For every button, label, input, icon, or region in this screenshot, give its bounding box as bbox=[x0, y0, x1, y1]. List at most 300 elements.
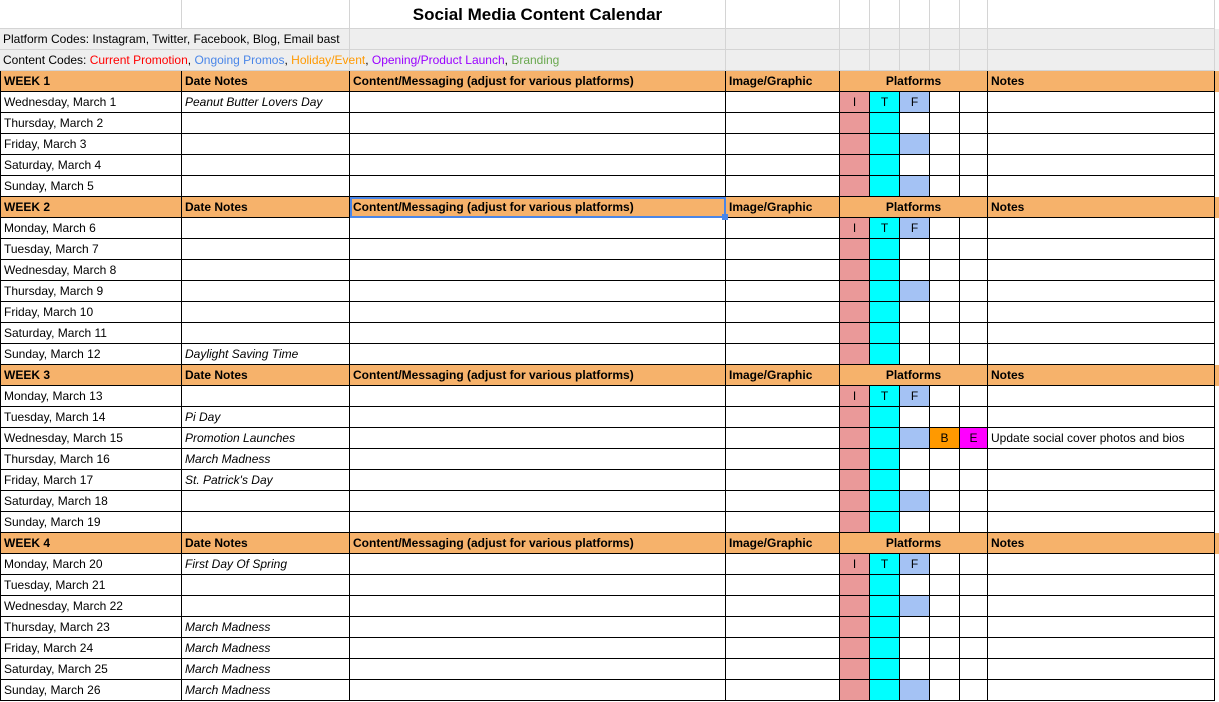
facebook-cell[interactable] bbox=[900, 113, 930, 134]
notes-cell[interactable] bbox=[988, 659, 1215, 680]
date-notes-header[interactable]: Date Notes bbox=[182, 365, 350, 386]
blog-cell[interactable] bbox=[930, 512, 960, 533]
email-cell[interactable] bbox=[960, 638, 988, 659]
blog-cell[interactable] bbox=[930, 281, 960, 302]
email-cell[interactable] bbox=[960, 218, 988, 239]
content-cell[interactable] bbox=[350, 449, 726, 470]
email-cell[interactable] bbox=[960, 680, 988, 701]
twitter-cell[interactable] bbox=[870, 638, 900, 659]
image-header[interactable]: Image/Graphic bbox=[726, 71, 840, 92]
date-cell[interactable]: Monday, March 20 bbox=[0, 554, 182, 575]
instagram-cell[interactable] bbox=[840, 407, 870, 428]
image-cell[interactable] bbox=[726, 554, 840, 575]
notes-cell[interactable] bbox=[988, 512, 1215, 533]
week-label[interactable]: WEEK 1 bbox=[0, 71, 182, 92]
grid-cell[interactable] bbox=[870, 50, 900, 71]
content-cell[interactable] bbox=[350, 617, 726, 638]
image-cell[interactable] bbox=[726, 659, 840, 680]
blog-cell[interactable]: B bbox=[930, 428, 960, 449]
facebook-cell[interactable] bbox=[900, 428, 930, 449]
email-cell[interactable] bbox=[960, 659, 988, 680]
email-cell[interactable] bbox=[960, 512, 988, 533]
blog-cell[interactable] bbox=[930, 260, 960, 281]
notes-cell[interactable] bbox=[988, 407, 1215, 428]
date-cell[interactable]: Wednesday, March 22 bbox=[0, 596, 182, 617]
platform-codes-legend[interactable]: Platform Codes: Instagram, Twitter, Facebook, Blog, Email bast bbox=[0, 29, 350, 50]
cell-j1[interactable] bbox=[988, 0, 1215, 29]
twitter-cell[interactable] bbox=[870, 407, 900, 428]
cell-i1[interactable] bbox=[960, 0, 988, 29]
blog-cell[interactable] bbox=[930, 218, 960, 239]
blog-cell[interactable] bbox=[930, 470, 960, 491]
email-cell[interactable] bbox=[960, 386, 988, 407]
email-cell[interactable] bbox=[960, 134, 988, 155]
image-cell[interactable] bbox=[726, 596, 840, 617]
notes-cell[interactable] bbox=[988, 218, 1215, 239]
email-cell[interactable] bbox=[960, 239, 988, 260]
date-note-cell[interactable]: First Day Of Spring bbox=[182, 554, 350, 575]
instagram-cell[interactable] bbox=[840, 323, 870, 344]
cell-d1[interactable] bbox=[726, 0, 840, 29]
grid-cell[interactable] bbox=[350, 29, 726, 50]
facebook-cell[interactable] bbox=[900, 281, 930, 302]
facebook-cell[interactable] bbox=[900, 617, 930, 638]
content-cell[interactable] bbox=[350, 113, 726, 134]
date-cell[interactable]: Friday, March 24 bbox=[0, 638, 182, 659]
notes-cell[interactable] bbox=[988, 449, 1215, 470]
date-note-cell[interactable]: March Madness bbox=[182, 659, 350, 680]
date-note-cell[interactable]: March Madness bbox=[182, 680, 350, 701]
content-cell[interactable] bbox=[350, 155, 726, 176]
date-cell[interactable]: Sunday, March 5 bbox=[0, 176, 182, 197]
date-cell[interactable]: Tuesday, March 14 bbox=[0, 407, 182, 428]
blog-cell[interactable] bbox=[930, 449, 960, 470]
twitter-cell[interactable] bbox=[870, 512, 900, 533]
blog-cell[interactable] bbox=[930, 617, 960, 638]
date-note-cell[interactable]: St. Patrick's Day bbox=[182, 470, 350, 491]
email-cell[interactable] bbox=[960, 575, 988, 596]
blog-cell[interactable] bbox=[930, 113, 960, 134]
facebook-cell[interactable] bbox=[900, 512, 930, 533]
instagram-cell[interactable] bbox=[840, 344, 870, 365]
notes-cell[interactable] bbox=[988, 302, 1215, 323]
image-cell[interactable] bbox=[726, 323, 840, 344]
facebook-cell[interactable] bbox=[900, 638, 930, 659]
cell-b1[interactable] bbox=[182, 0, 350, 29]
email-cell[interactable] bbox=[960, 323, 988, 344]
email-cell[interactable] bbox=[960, 470, 988, 491]
date-cell[interactable]: Friday, March 3 bbox=[0, 134, 182, 155]
date-cell[interactable]: Sunday, March 12 bbox=[0, 344, 182, 365]
cell-g1[interactable] bbox=[900, 0, 930, 29]
notes-cell[interactable] bbox=[988, 344, 1215, 365]
email-cell[interactable] bbox=[960, 344, 988, 365]
grid-cell[interactable] bbox=[726, 50, 840, 71]
blog-cell[interactable] bbox=[930, 596, 960, 617]
blog-cell[interactable] bbox=[930, 386, 960, 407]
grid-cell[interactable] bbox=[960, 50, 988, 71]
image-cell[interactable] bbox=[726, 617, 840, 638]
instagram-cell[interactable] bbox=[840, 239, 870, 260]
date-note-cell[interactable]: March Madness bbox=[182, 638, 350, 659]
selection-fill-handle[interactable] bbox=[722, 214, 728, 220]
content-cell[interactable] bbox=[350, 470, 726, 491]
content-cell[interactable] bbox=[350, 428, 726, 449]
image-cell[interactable] bbox=[726, 218, 840, 239]
date-cell[interactable]: Thursday, March 16 bbox=[0, 449, 182, 470]
blog-cell[interactable] bbox=[930, 638, 960, 659]
date-cell[interactable]: Saturday, March 25 bbox=[0, 659, 182, 680]
grid-cell[interactable] bbox=[988, 50, 1215, 71]
instagram-cell[interactable] bbox=[840, 134, 870, 155]
date-note-cell[interactable] bbox=[182, 239, 350, 260]
blog-cell[interactable] bbox=[930, 680, 960, 701]
instagram-cell[interactable] bbox=[840, 449, 870, 470]
page-title[interactable]: Social Media Content Calendar bbox=[350, 0, 726, 29]
content-cell[interactable] bbox=[350, 491, 726, 512]
twitter-cell[interactable] bbox=[870, 344, 900, 365]
content-cell[interactable] bbox=[350, 407, 726, 428]
instagram-cell[interactable] bbox=[840, 617, 870, 638]
date-note-cell[interactable] bbox=[182, 386, 350, 407]
date-notes-header[interactable]: Date Notes bbox=[182, 197, 350, 218]
grid-cell[interactable] bbox=[988, 29, 1215, 50]
image-cell[interactable] bbox=[726, 575, 840, 596]
content-codes-legend[interactable] bbox=[0, 50, 560, 71]
grid-cell[interactable] bbox=[930, 29, 960, 50]
date-note-cell[interactable] bbox=[182, 575, 350, 596]
grid-cell[interactable] bbox=[900, 50, 930, 71]
grid-cell[interactable] bbox=[930, 50, 960, 71]
date-notes-header[interactable]: Date Notes bbox=[182, 71, 350, 92]
twitter-cell[interactable] bbox=[870, 239, 900, 260]
facebook-cell[interactable] bbox=[900, 239, 930, 260]
platforms-header[interactable]: Platforms bbox=[840, 197, 988, 218]
image-cell[interactable] bbox=[726, 386, 840, 407]
instagram-cell[interactable] bbox=[840, 302, 870, 323]
platforms-header[interactable]: Platforms bbox=[840, 71, 988, 92]
facebook-cell[interactable] bbox=[900, 596, 930, 617]
image-cell[interactable] bbox=[726, 260, 840, 281]
twitter-cell[interactable] bbox=[870, 680, 900, 701]
cell-e1[interactable] bbox=[840, 0, 870, 29]
instagram-cell[interactable] bbox=[840, 491, 870, 512]
email-cell[interactable] bbox=[960, 554, 988, 575]
content-cell[interactable] bbox=[350, 680, 726, 701]
week-label[interactable]: WEEK 2 bbox=[0, 197, 182, 218]
content-cell[interactable] bbox=[350, 260, 726, 281]
content-cell[interactable] bbox=[350, 659, 726, 680]
notes-header[interactable]: Notes bbox=[988, 533, 1215, 554]
blog-cell[interactable] bbox=[930, 155, 960, 176]
image-cell[interactable] bbox=[726, 449, 840, 470]
email-cell[interactable]: E bbox=[960, 428, 988, 449]
content-cell[interactable] bbox=[350, 239, 726, 260]
instagram-cell[interactable] bbox=[840, 113, 870, 134]
date-cell[interactable]: Saturday, March 11 bbox=[0, 323, 182, 344]
image-cell[interactable] bbox=[726, 344, 840, 365]
email-cell[interactable] bbox=[960, 92, 988, 113]
date-cell[interactable]: Sunday, March 26 bbox=[0, 680, 182, 701]
blog-cell[interactable] bbox=[930, 302, 960, 323]
notes-cell[interactable] bbox=[988, 575, 1215, 596]
notes-cell[interactable] bbox=[988, 596, 1215, 617]
facebook-cell[interactable] bbox=[900, 323, 930, 344]
email-cell[interactable] bbox=[960, 617, 988, 638]
notes-cell[interactable] bbox=[988, 260, 1215, 281]
content-cell[interactable] bbox=[350, 218, 726, 239]
image-cell[interactable] bbox=[726, 470, 840, 491]
facebook-cell[interactable] bbox=[900, 491, 930, 512]
date-cell[interactable]: Tuesday, March 7 bbox=[0, 239, 182, 260]
twitter-cell[interactable] bbox=[870, 113, 900, 134]
facebook-cell[interactable]: F bbox=[900, 554, 930, 575]
notes-cell[interactable] bbox=[988, 491, 1215, 512]
content-cell[interactable] bbox=[350, 638, 726, 659]
notes-cell[interactable] bbox=[988, 92, 1215, 113]
image-cell[interactable] bbox=[726, 176, 840, 197]
notes-cell[interactable] bbox=[988, 554, 1215, 575]
twitter-cell[interactable]: T bbox=[870, 218, 900, 239]
date-cell[interactable]: Wednesday, March 1 bbox=[0, 92, 182, 113]
email-cell[interactable] bbox=[960, 260, 988, 281]
content-header[interactable]: Content/Messaging (adjust for various platforms) bbox=[350, 365, 726, 386]
email-cell[interactable] bbox=[960, 113, 988, 134]
instagram-cell[interactable] bbox=[840, 428, 870, 449]
cell-f1[interactable] bbox=[870, 0, 900, 29]
notes-cell[interactable] bbox=[988, 281, 1215, 302]
notes-header[interactable]: Notes bbox=[988, 197, 1215, 218]
content-cell[interactable] bbox=[350, 596, 726, 617]
facebook-cell[interactable] bbox=[900, 155, 930, 176]
facebook-cell[interactable] bbox=[900, 407, 930, 428]
instagram-cell[interactable] bbox=[840, 155, 870, 176]
image-cell[interactable] bbox=[726, 239, 840, 260]
platforms-header[interactable]: Platforms bbox=[840, 533, 988, 554]
twitter-cell[interactable]: T bbox=[870, 92, 900, 113]
notes-cell[interactable] bbox=[988, 176, 1215, 197]
grid-cell[interactable] bbox=[840, 29, 870, 50]
content-cell[interactable] bbox=[350, 386, 726, 407]
instagram-cell[interactable] bbox=[840, 512, 870, 533]
image-cell[interactable] bbox=[726, 491, 840, 512]
date-cell[interactable]: Friday, March 17 bbox=[0, 470, 182, 491]
notes-cell[interactable] bbox=[988, 470, 1215, 491]
notes-cell[interactable] bbox=[988, 239, 1215, 260]
image-cell[interactable] bbox=[726, 638, 840, 659]
blog-cell[interactable] bbox=[930, 92, 960, 113]
week-label[interactable]: WEEK 4 bbox=[0, 533, 182, 554]
date-note-cell[interactable] bbox=[182, 281, 350, 302]
instagram-cell[interactable] bbox=[840, 680, 870, 701]
facebook-cell[interactable]: F bbox=[900, 92, 930, 113]
image-cell[interactable] bbox=[726, 302, 840, 323]
date-note-cell[interactable] bbox=[182, 134, 350, 155]
date-cell[interactable]: Sunday, March 19 bbox=[0, 512, 182, 533]
blog-cell[interactable] bbox=[930, 344, 960, 365]
date-note-cell[interactable] bbox=[182, 302, 350, 323]
date-note-cell[interactable] bbox=[182, 491, 350, 512]
facebook-cell[interactable] bbox=[900, 449, 930, 470]
date-cell[interactable]: Friday, March 10 bbox=[0, 302, 182, 323]
notes-cell[interactable] bbox=[988, 134, 1215, 155]
image-cell[interactable] bbox=[726, 512, 840, 533]
content-cell[interactable] bbox=[350, 302, 726, 323]
image-cell[interactable] bbox=[726, 92, 840, 113]
facebook-cell[interactable] bbox=[900, 575, 930, 596]
twitter-cell[interactable] bbox=[870, 155, 900, 176]
blog-cell[interactable] bbox=[930, 176, 960, 197]
date-cell[interactable]: Tuesday, March 21 bbox=[0, 575, 182, 596]
instagram-cell[interactable] bbox=[840, 575, 870, 596]
email-cell[interactable] bbox=[960, 176, 988, 197]
date-note-cell[interactable] bbox=[182, 596, 350, 617]
grid-cell[interactable] bbox=[840, 50, 870, 71]
date-cell[interactable]: Monday, March 13 bbox=[0, 386, 182, 407]
facebook-cell[interactable] bbox=[900, 260, 930, 281]
date-cell[interactable]: Thursday, March 2 bbox=[0, 113, 182, 134]
notes-cell[interactable] bbox=[988, 617, 1215, 638]
blog-cell[interactable] bbox=[930, 239, 960, 260]
image-cell[interactable] bbox=[726, 113, 840, 134]
instagram-cell[interactable] bbox=[840, 176, 870, 197]
instagram-cell[interactable] bbox=[840, 659, 870, 680]
twitter-cell[interactable] bbox=[870, 428, 900, 449]
content-cell[interactable] bbox=[350, 344, 726, 365]
twitter-cell[interactable] bbox=[870, 281, 900, 302]
twitter-cell[interactable] bbox=[870, 659, 900, 680]
cell-a1[interactable] bbox=[0, 0, 182, 29]
image-cell[interactable] bbox=[726, 281, 840, 302]
instagram-cell[interactable]: I bbox=[840, 386, 870, 407]
twitter-cell[interactable] bbox=[870, 260, 900, 281]
date-note-cell[interactable]: Pi Day bbox=[182, 407, 350, 428]
date-note-cell[interactable] bbox=[182, 323, 350, 344]
instagram-cell[interactable] bbox=[840, 260, 870, 281]
email-cell[interactable] bbox=[960, 491, 988, 512]
date-note-cell[interactable] bbox=[182, 113, 350, 134]
grid-cell[interactable] bbox=[900, 29, 930, 50]
date-notes-header[interactable]: Date Notes bbox=[182, 533, 350, 554]
notes-cell[interactable]: Update social cover photos and bios bbox=[988, 428, 1215, 449]
content-header[interactable]: Content/Messaging (adjust for various platforms) bbox=[350, 197, 726, 218]
image-cell[interactable] bbox=[726, 680, 840, 701]
image-cell[interactable] bbox=[726, 407, 840, 428]
email-cell[interactable] bbox=[960, 407, 988, 428]
date-note-cell[interactable] bbox=[182, 176, 350, 197]
facebook-cell[interactable] bbox=[900, 134, 930, 155]
image-header[interactable]: Image/Graphic bbox=[726, 197, 840, 218]
twitter-cell[interactable] bbox=[870, 323, 900, 344]
date-cell[interactable]: Wednesday, March 8 bbox=[0, 260, 182, 281]
date-cell[interactable]: Thursday, March 9 bbox=[0, 281, 182, 302]
date-cell[interactable]: Monday, March 6 bbox=[0, 218, 182, 239]
date-note-cell[interactable] bbox=[182, 218, 350, 239]
instagram-cell[interactable] bbox=[840, 596, 870, 617]
twitter-cell[interactable]: T bbox=[870, 386, 900, 407]
twitter-cell[interactable] bbox=[870, 449, 900, 470]
content-cell[interactable] bbox=[350, 176, 726, 197]
blog-cell[interactable] bbox=[930, 554, 960, 575]
facebook-cell[interactable]: F bbox=[900, 386, 930, 407]
week-label[interactable]: WEEK 3 bbox=[0, 365, 182, 386]
grid-cell[interactable] bbox=[870, 29, 900, 50]
twitter-cell[interactable] bbox=[870, 491, 900, 512]
email-cell[interactable] bbox=[960, 302, 988, 323]
grid-cell[interactable] bbox=[960, 29, 988, 50]
notes-header[interactable]: Notes bbox=[988, 71, 1215, 92]
date-note-cell[interactable] bbox=[182, 155, 350, 176]
notes-cell[interactable] bbox=[988, 386, 1215, 407]
twitter-cell[interactable] bbox=[870, 302, 900, 323]
image-header[interactable]: Image/Graphic bbox=[726, 365, 840, 386]
cell-h1[interactable] bbox=[930, 0, 960, 29]
content-header[interactable]: Content/Messaging (adjust for various platforms) bbox=[350, 71, 726, 92]
date-note-cell[interactable]: Daylight Saving Time bbox=[182, 344, 350, 365]
date-cell[interactable]: Thursday, March 23 bbox=[0, 617, 182, 638]
notes-header[interactable]: Notes bbox=[988, 365, 1215, 386]
facebook-cell[interactable] bbox=[900, 470, 930, 491]
blog-cell[interactable] bbox=[930, 134, 960, 155]
content-cell[interactable] bbox=[350, 281, 726, 302]
blog-cell[interactable] bbox=[930, 659, 960, 680]
twitter-cell[interactable] bbox=[870, 575, 900, 596]
twitter-cell[interactable]: T bbox=[870, 554, 900, 575]
date-note-cell[interactable] bbox=[182, 512, 350, 533]
twitter-cell[interactable] bbox=[870, 596, 900, 617]
date-cell[interactable]: Saturday, March 4 bbox=[0, 155, 182, 176]
facebook-cell[interactable] bbox=[900, 680, 930, 701]
facebook-cell[interactable] bbox=[900, 176, 930, 197]
date-cell[interactable]: Wednesday, March 15 bbox=[0, 428, 182, 449]
notes-cell[interactable] bbox=[988, 323, 1215, 344]
image-cell[interactable] bbox=[726, 155, 840, 176]
content-cell[interactable] bbox=[350, 323, 726, 344]
facebook-cell[interactable] bbox=[900, 659, 930, 680]
platforms-header[interactable]: Platforms bbox=[840, 365, 988, 386]
notes-cell[interactable] bbox=[988, 638, 1215, 659]
instagram-cell[interactable]: I bbox=[840, 92, 870, 113]
instagram-cell[interactable]: I bbox=[840, 554, 870, 575]
instagram-cell[interactable] bbox=[840, 638, 870, 659]
facebook-cell[interactable] bbox=[900, 302, 930, 323]
date-note-cell[interactable]: March Madness bbox=[182, 449, 350, 470]
content-cell[interactable] bbox=[350, 92, 726, 113]
twitter-cell[interactable] bbox=[870, 470, 900, 491]
content-cell[interactable] bbox=[350, 134, 726, 155]
content-header[interactable]: Content/Messaging (adjust for various platforms) bbox=[350, 533, 726, 554]
facebook-cell[interactable] bbox=[900, 344, 930, 365]
image-header[interactable]: Image/Graphic bbox=[726, 533, 840, 554]
date-note-cell[interactable] bbox=[182, 260, 350, 281]
email-cell[interactable] bbox=[960, 596, 988, 617]
blog-cell[interactable] bbox=[930, 323, 960, 344]
twitter-cell[interactable] bbox=[870, 617, 900, 638]
content-cell[interactable] bbox=[350, 575, 726, 596]
email-cell[interactable] bbox=[960, 449, 988, 470]
blog-cell[interactable] bbox=[930, 407, 960, 428]
instagram-cell[interactable] bbox=[840, 281, 870, 302]
notes-cell[interactable] bbox=[988, 680, 1215, 701]
email-cell[interactable] bbox=[960, 281, 988, 302]
grid-cell[interactable] bbox=[726, 29, 840, 50]
blog-cell[interactable] bbox=[930, 575, 960, 596]
twitter-cell[interactable] bbox=[870, 176, 900, 197]
blog-cell[interactable] bbox=[930, 491, 960, 512]
twitter-cell[interactable] bbox=[870, 134, 900, 155]
content-cell[interactable] bbox=[350, 554, 726, 575]
image-cell[interactable] bbox=[726, 428, 840, 449]
